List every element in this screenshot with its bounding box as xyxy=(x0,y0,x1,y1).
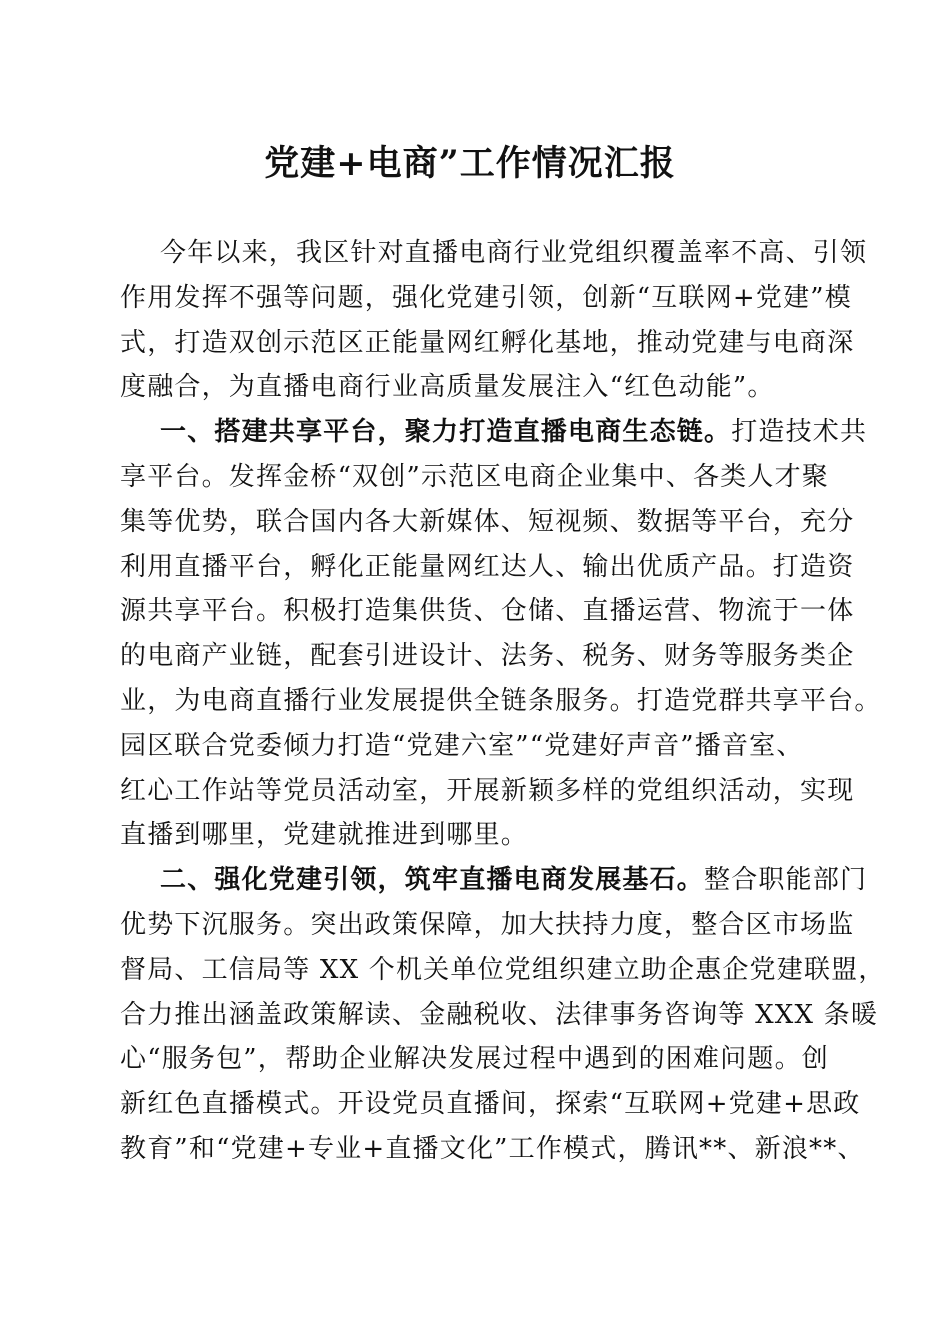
paragraph-text: 新红色直播模式。开设党员直播间，探索“互联网+党建+思政 xyxy=(120,1089,861,1120)
paragraph-line xyxy=(120,1127,865,1172)
paragraph-text: 教育”和“党建+专业+直播文化”工作模式，腾讯**、新浪**、 xyxy=(120,1133,865,1164)
paragraph-line xyxy=(120,1082,861,1127)
paragraph-line xyxy=(120,410,868,455)
paragraph-line xyxy=(120,993,879,1038)
paragraph-line xyxy=(120,724,840,769)
paragraph-line xyxy=(120,903,855,948)
paragraph-text: 红心工作站等党员活动室，开展新颖多样的党组织活动，实现 xyxy=(120,775,855,806)
paragraph-line xyxy=(120,321,855,366)
section-heading: 一、搭建共享平台，聚力打造直播电商生态链。 xyxy=(160,417,732,448)
section-heading: 二、强化党建引领，筑牢直播电商发展基石。 xyxy=(160,865,705,896)
paragraph-text: 源共享平台。积极打造集供货、仓储、直播运营、物流于一体 xyxy=(120,596,855,627)
paragraph-line xyxy=(120,500,855,545)
paragraph-line xyxy=(120,365,840,410)
paragraph-line xyxy=(120,813,840,858)
paragraph-text: 园区联合党委倾力打造“党建六室”“党建好声音”播音室、 xyxy=(120,730,804,761)
document-title: 党建+电商”工作情况汇报 xyxy=(264,143,676,184)
paragraph-line xyxy=(120,634,855,679)
paragraph-text: 心“服务包”，帮助企业解决发展过程中遇到的困难问题。创 xyxy=(120,1044,829,1075)
paragraph-line xyxy=(120,858,868,903)
paragraph-text: 度融合，为直播电商行业高质量发展注入“红色动能”。 xyxy=(120,372,775,403)
paragraph-line xyxy=(120,589,855,634)
paragraph-line xyxy=(120,1037,840,1082)
paragraph-text: 式，打造双创示范区正能量网红孵化基地，推动党建与电商深 xyxy=(120,327,855,358)
paragraph-text: 合力推出涵盖政策解读、金融税收、法律事务咨询等 XXX 条暖 xyxy=(120,999,879,1030)
paragraph-text: 作用发挥不强等问题，强化党建引领，创新“互联网+党建”模 xyxy=(120,282,852,313)
paragraph-text: 优势下沉服务。突出政策保障，加大扶持力度，整合区市场监 xyxy=(120,909,855,940)
paragraph-line xyxy=(120,679,882,724)
paragraph-text: 督局、工信局等 XX 个机关单位党组织建立助企惠企党建联盟， xyxy=(120,954,886,985)
paragraph-text: 整合职能部门 xyxy=(704,865,868,896)
paragraph-line xyxy=(120,769,855,814)
paragraph-text: 打造技术共 xyxy=(731,417,868,448)
paragraph-line xyxy=(120,231,868,276)
paragraph-text: 集等优势，联合国内各大新媒体、短视频、数据等平台，充分 xyxy=(120,506,855,537)
paragraph-text: 今年以来，我区针对直播电商行业党组织覆盖率不高、引领 xyxy=(160,238,868,268)
paragraph-text: 的电商产业链，配套引进设计、法务、税务、财务等服务类企 xyxy=(120,641,855,672)
paragraph-line xyxy=(120,545,855,590)
paragraph-text: 业，为电商直播行业发展提供全链条服务。打造党群共享平台。 xyxy=(120,685,882,716)
paragraph-line xyxy=(120,276,852,321)
paragraph-text: 利用直播平台，孵化正能量网红达人、输出优质产品。打造资 xyxy=(120,551,855,582)
paragraph-text: 直播到哪里，党建就推进到哪里。 xyxy=(120,820,529,851)
paragraph-line xyxy=(120,948,886,993)
document-body xyxy=(120,231,886,1172)
paragraph-text: 享平台。发挥金桥“双创”示范区电商企业集中、各类人才聚 xyxy=(120,461,829,492)
paragraph-line xyxy=(120,455,840,500)
